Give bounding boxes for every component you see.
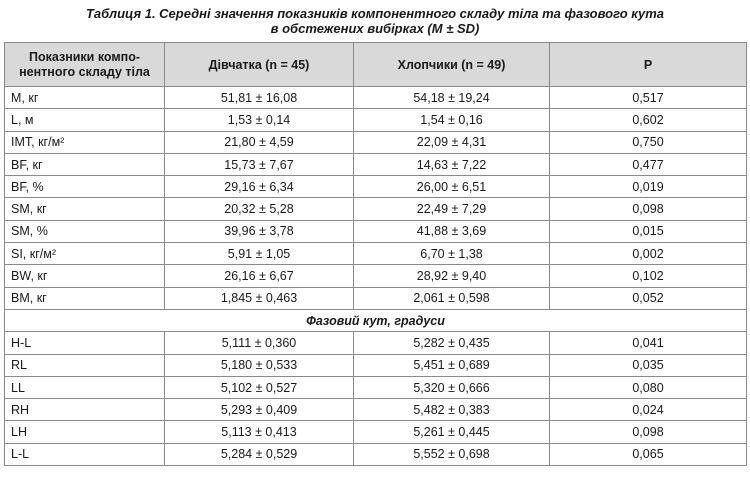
table-row: [5, 443, 747, 465]
section-title: Фазовий кут, градуси: [5, 309, 747, 331]
table-header: [5, 43, 747, 87]
p-value: 0,052: [550, 287, 747, 309]
caption-line-1: Таблиця 1. Середні значення показників компонентного складу тіла та фазового кута: [85, 6, 665, 21]
p-value: 0,002: [550, 243, 747, 265]
boys-value: 2,061 ± 0,598: [354, 287, 550, 309]
table-row: [5, 399, 747, 421]
header-girls: Дівчатка (n = 45): [165, 43, 354, 87]
row-label: H-L: [5, 332, 165, 354]
boys-value: 5,451 ± 0,689: [354, 354, 550, 376]
table-row: [5, 376, 747, 398]
p-value: 0,065: [550, 443, 747, 465]
row-label: RH: [5, 399, 165, 421]
row-label: L-L: [5, 443, 165, 465]
header-indicators: [5, 43, 165, 87]
table-body: [5, 87, 747, 466]
p-value: 0,098: [550, 198, 747, 220]
boys-value: 54,18 ± 19,24: [354, 87, 550, 109]
girls-value: 21,80 ± 4,59: [165, 131, 354, 153]
boys-value: 22,09 ± 4,31: [354, 131, 550, 153]
girls-value: 5,91 ± 1,05: [165, 243, 354, 265]
girls-value: 5,284 ± 0,529: [165, 443, 354, 465]
table-row: [5, 198, 747, 220]
p-value: 0,098: [550, 421, 747, 443]
boys-value: 6,70 ± 1,38: [354, 243, 550, 265]
row-label: BF, кг: [5, 153, 165, 175]
boys-value: 41,88 ± 3,69: [354, 220, 550, 242]
p-value: 0,041: [550, 332, 747, 354]
table-row: [5, 332, 747, 354]
boys-value: 5,552 ± 0,698: [354, 443, 550, 465]
row-label: SI, кг/м²: [5, 243, 165, 265]
p-value: 0,019: [550, 176, 747, 198]
header-indicators-line-2: нентного складу тіла: [19, 64, 150, 79]
p-value: 0,080: [550, 376, 747, 398]
table-row: [5, 243, 747, 265]
p-value: 0,015: [550, 220, 747, 242]
girls-value: 29,16 ± 6,34: [165, 176, 354, 198]
row-label: ІМТ, кг/м²: [5, 131, 165, 153]
p-value: 0,477: [550, 153, 747, 175]
girls-value: 51,81 ± 16,08: [165, 87, 354, 109]
row-label: SM, %: [5, 220, 165, 242]
boys-value: 22,49 ± 7,29: [354, 198, 550, 220]
row-label: BF, %: [5, 176, 165, 198]
row-label: LH: [5, 421, 165, 443]
table-row: [5, 87, 747, 109]
row-label: SM, кг: [5, 198, 165, 220]
p-value: 0,024: [550, 399, 747, 421]
table-row: [5, 220, 747, 242]
header-p-value: P: [550, 43, 747, 87]
caption-line-2: в обстежених вибірках (M ± SD): [270, 21, 480, 36]
boys-value: 28,92 ± 9,40: [354, 265, 550, 287]
boys-value: 5,482 ± 0,383: [354, 399, 550, 421]
table-row: [5, 176, 747, 198]
table-row: [5, 421, 747, 443]
row-label: M, кг: [5, 87, 165, 109]
girls-value: 5,102 ± 0,527: [165, 376, 354, 398]
table-row: [5, 131, 747, 153]
p-value: 0,517: [550, 87, 747, 109]
girls-value: 5,180 ± 0,533: [165, 354, 354, 376]
p-value: 0,102: [550, 265, 747, 287]
row-label: L, м: [5, 109, 165, 131]
boys-value: 5,261 ± 0,445: [354, 421, 550, 443]
table-caption: [0, 0, 750, 34]
girls-value: 20,32 ± 5,28: [165, 198, 354, 220]
p-value: 0,602: [550, 109, 747, 131]
row-label: RL: [5, 354, 165, 376]
p-value: 0,750: [550, 131, 747, 153]
girls-value: 39,96 ± 3,78: [165, 220, 354, 242]
girls-value: 5,111 ± 0,360: [165, 332, 354, 354]
boys-value: 14,63 ± 7,22: [354, 153, 550, 175]
p-value: 0,035: [550, 354, 747, 376]
table-row: [5, 265, 747, 287]
girls-value: 1,53 ± 0,14: [165, 109, 354, 131]
table-row: [5, 287, 747, 309]
boys-value: 26,00 ± 6,51: [354, 176, 550, 198]
girls-value: 5,113 ± 0,413: [165, 421, 354, 443]
header-indicators-line-1: Показники компо-: [29, 49, 140, 64]
girls-value: 5,293 ± 0,409: [165, 399, 354, 421]
row-label: BM, кг: [5, 287, 165, 309]
girls-value: 15,73 ± 7,67: [165, 153, 354, 175]
boys-value: 5,282 ± 0,435: [354, 332, 550, 354]
table-row: [5, 109, 747, 131]
row-label: BW, кг: [5, 265, 165, 287]
table-row: [5, 354, 747, 376]
header-boys: Хлопчики (n = 49): [354, 43, 550, 87]
boys-value: 5,320 ± 0,666: [354, 376, 550, 398]
row-label: LL: [5, 376, 165, 398]
header-row: [5, 43, 747, 87]
section-row: [5, 309, 747, 331]
table-row: [5, 153, 747, 175]
girls-value: 1,845 ± 0,463: [165, 287, 354, 309]
girls-value: 26,16 ± 6,67: [165, 265, 354, 287]
boys-value: 1,54 ± 0,16: [354, 109, 550, 131]
body-composition-table: [4, 42, 747, 466]
